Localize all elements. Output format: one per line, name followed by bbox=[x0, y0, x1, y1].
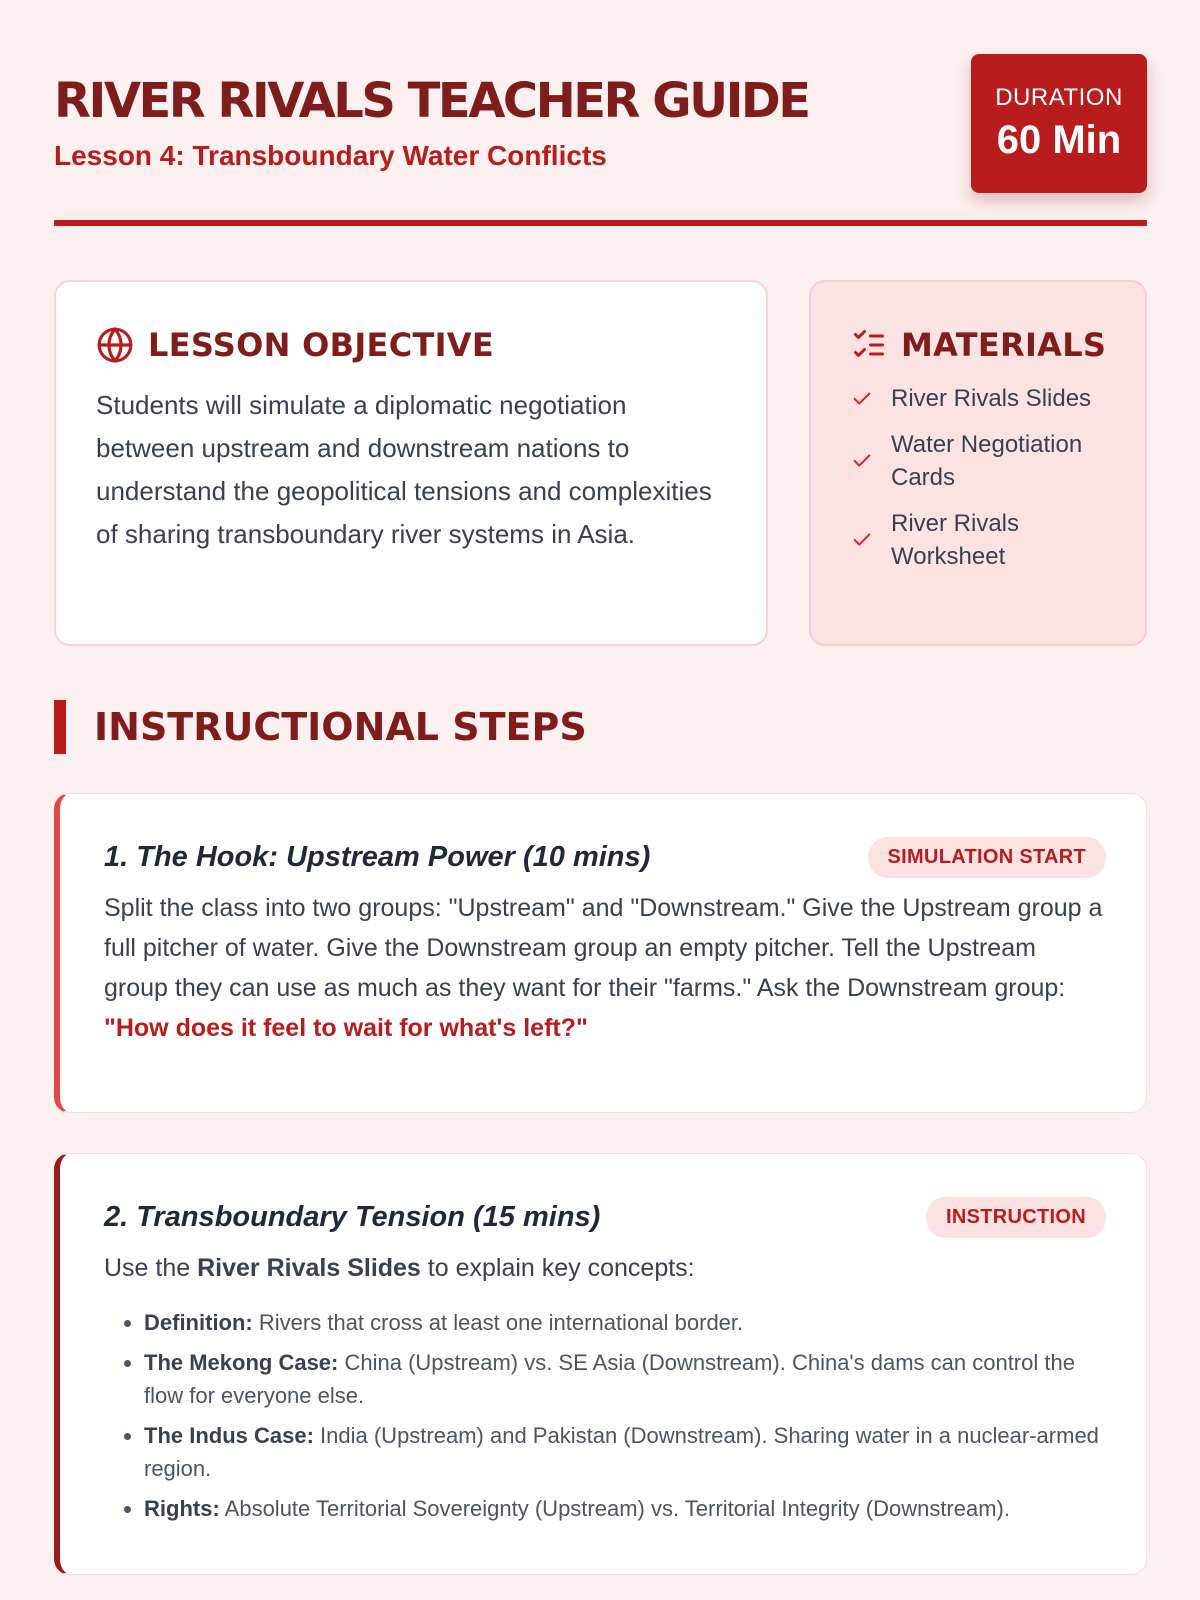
material-item bbox=[851, 382, 1105, 415]
step-body bbox=[104, 888, 1106, 1048]
concept-term: Definition: bbox=[144, 1310, 253, 1335]
objective-text: Students will simulate a diplomatic negotiation between upstream and downstream nations to understand the geopolitical tensions and complexities of sharing transboundary river systems in Asia. bbox=[96, 390, 712, 549]
objective-heading bbox=[96, 326, 726, 364]
materials-list bbox=[851, 382, 1105, 573]
step-title: 1. The Hook: Upstream Power (10 mins) bbox=[104, 840, 651, 873]
teacher-guide-page bbox=[54, 0, 1147, 1521]
duration-label: DURATION bbox=[995, 84, 1123, 111]
material-item bbox=[851, 428, 1105, 494]
concept-item bbox=[144, 1346, 1106, 1412]
step-card-hook bbox=[54, 793, 1147, 1113]
materials-heading bbox=[851, 326, 1105, 364]
header bbox=[54, 0, 1147, 228]
check-icon bbox=[851, 388, 873, 410]
step-intro-before: Use the bbox=[104, 1254, 198, 1282]
material-item-label: River Rivals Worksheet bbox=[891, 510, 1020, 570]
duration-badge bbox=[971, 54, 1147, 193]
check-icon bbox=[851, 450, 873, 472]
concept-text: Rivers that cross at least one international border. bbox=[252, 1310, 744, 1335]
concept-text: China (Upstream) vs. SE Asia (Downstream). China's dams can control the flow for everyone else. bbox=[144, 1350, 1075, 1408]
discussion-question: "How does it feel to wait for what's left?" bbox=[104, 1014, 588, 1042]
slides-reference: River Rivals Slides bbox=[197, 1254, 421, 1282]
step-title: 2. Transboundary Tension (15 mins) bbox=[104, 1200, 601, 1233]
concept-text: India (Upstream) and Pakistan (Downstream). Sharing water in a nuclear-armed region. bbox=[144, 1423, 1099, 1481]
section-title: INSTRUCTIONAL STEPS bbox=[94, 705, 587, 749]
section-accent-bar bbox=[54, 700, 66, 754]
duration-value: 60 Min bbox=[996, 118, 1122, 162]
checklist-icon bbox=[851, 327, 887, 363]
step-body-text: Split the class into two groups: "Upstream" and "Downstream." Give the Upstream group a full pitcher of water. Give the Downstream group an empty pitcher. Tell the Upstream group they can use as much as they want for their "farms." Ask the Downstream group: bbox=[104, 894, 1103, 1002]
globe-icon bbox=[96, 326, 134, 364]
step-intro-after: to explain key concepts: bbox=[420, 1254, 695, 1282]
material-item bbox=[851, 507, 1105, 573]
material-item-label: River Rivals Slides bbox=[891, 385, 1092, 412]
header-divider bbox=[54, 220, 1147, 226]
materials-heading-text: MATERIALS bbox=[901, 326, 1107, 364]
concept-term: The Mekong Case: bbox=[144, 1350, 339, 1375]
instructional-steps-heading bbox=[54, 700, 587, 754]
materials-card bbox=[809, 280, 1147, 646]
concept-term: Rights: bbox=[144, 1496, 220, 1521]
concept-term: The Indus Case: bbox=[144, 1423, 314, 1448]
key-concepts-list bbox=[104, 1306, 1106, 1525]
page-title: RIVER RIVALS TEACHER GUIDE bbox=[54, 73, 809, 129]
concept-item bbox=[144, 1306, 1106, 1339]
step-header bbox=[104, 1194, 1106, 1240]
concept-text: Absolute Territorial Sovereignty (Upstream) vs. Territorial Integrity (Downstream). bbox=[219, 1496, 1010, 1521]
step-badge: INSTRUCTION bbox=[926, 1197, 1106, 1238]
check-icon bbox=[851, 529, 873, 551]
step-header bbox=[104, 834, 1106, 880]
concept-item bbox=[144, 1492, 1106, 1525]
step-intro bbox=[104, 1248, 1106, 1288]
lesson-subtitle: Lesson 4: Transboundary Water Conflicts bbox=[54, 140, 607, 171]
material-item-label: Water Negotiation Cards bbox=[891, 431, 1083, 491]
concept-item bbox=[144, 1419, 1106, 1485]
objective-heading-text: LESSON OBJECTIVE bbox=[148, 326, 495, 364]
step-badge: SIMULATION START bbox=[868, 837, 1106, 878]
lesson-objective-card bbox=[54, 280, 768, 646]
step-card-tension bbox=[54, 1153, 1147, 1575]
